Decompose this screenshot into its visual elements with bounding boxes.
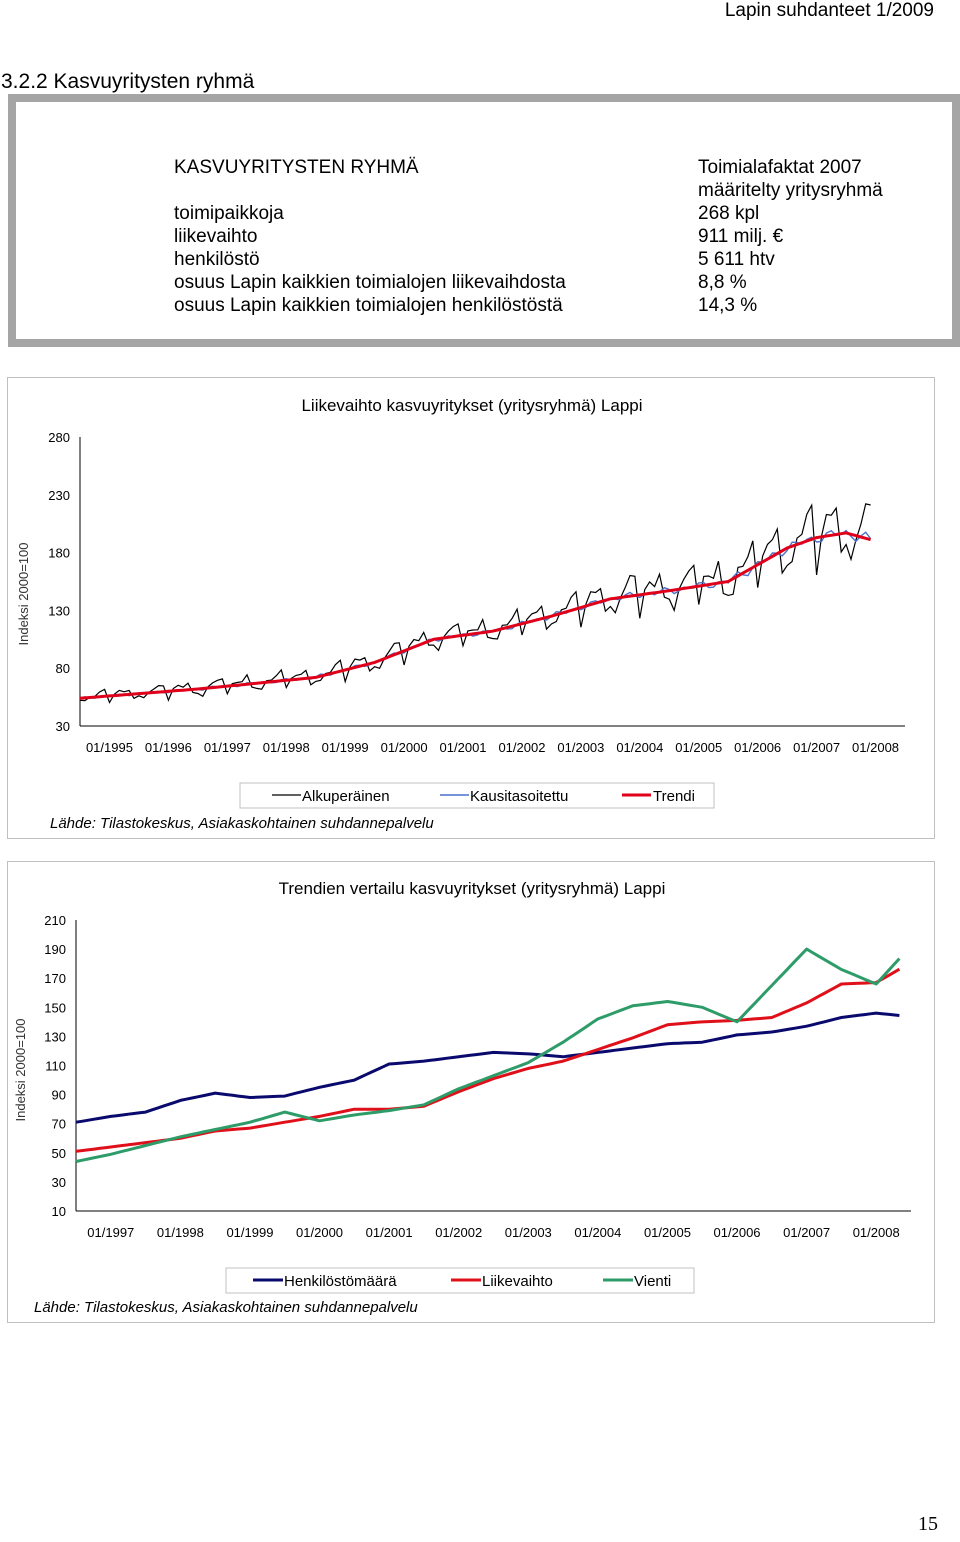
y-tick-label: 230 — [48, 487, 70, 503]
y-tick-label: 210 — [44, 913, 66, 928]
x-tick-label: 01/2003 — [557, 740, 605, 755]
x-tick-label: 01/2006 — [713, 1225, 761, 1240]
legend-label-alkuperainen: Alkuperäinen — [302, 788, 390, 805]
y-tick-label: 30 — [51, 1174, 66, 1190]
y-tick-label: 150 — [44, 1000, 66, 1016]
x-tick-label: 01/1999 — [321, 740, 369, 755]
x-tick-label: 01/2004 — [574, 1225, 622, 1240]
y-tick-label: 110 — [45, 1058, 66, 1074]
x-tick-label: 01/2005 — [675, 740, 723, 755]
chart-liikevaihto — [7, 377, 935, 839]
x-tick-label: 01/1997 — [203, 740, 251, 755]
legend-label-liikevaihto: Liikevaihto — [482, 1273, 553, 1290]
legend-label-trendi: Trendi — [653, 788, 695, 805]
fact-value: 5 611 htv — [698, 249, 775, 270]
section-title: 3.2.2 Kasvuyritysten ryhmä — [1, 70, 255, 93]
y-tick-label: 170 — [44, 971, 66, 987]
y-tick-label: 50 — [51, 1145, 66, 1161]
y-tick-label: 80 — [55, 661, 70, 677]
facts-heading-right-2: määritelty yritysryhmä — [698, 180, 883, 201]
fact-label: henkilöstö — [174, 249, 260, 270]
x-tick-label: 01/1996 — [144, 740, 192, 755]
y-tick-label: 90 — [51, 1087, 66, 1103]
y-tick-label: 30 — [55, 719, 70, 734]
x-tick-label: 01/2005 — [643, 1225, 691, 1240]
legend-label-vienti: Vienti — [634, 1273, 672, 1290]
legend-label-kausitasoitettu: Kausitasoitettu — [470, 788, 569, 805]
facts-heading-right-1: Toimialafaktat 2007 — [698, 157, 862, 178]
y-axis-label: Indeksi 2000=100 — [16, 542, 31, 646]
x-tick-label: 01/2008 — [852, 740, 900, 755]
x-tick-label: 01/2002 — [435, 1225, 483, 1240]
y-tick-label: 70 — [51, 1116, 66, 1132]
series-line-vienti — [76, 949, 899, 1161]
x-tick-label: 01/1997 — [87, 1225, 135, 1240]
chart-source: Lähde: Tilastokeskus, Asiakaskohtainen suhdannepalvelu — [34, 1299, 418, 1316]
x-tick-label: 01/2004 — [616, 740, 664, 755]
series-line-alkuperainen — [80, 504, 871, 703]
series-line-trendi — [80, 533, 871, 698]
x-tick-label: 01/2000 — [296, 1225, 344, 1240]
fact-value: 911 milj. € — [698, 226, 784, 247]
y-tick-label: 280 — [48, 430, 70, 445]
fact-label: toimipaikkoja — [174, 203, 284, 224]
fact-value: 14,3 % — [698, 295, 758, 316]
x-tick-label: 01/2003 — [504, 1225, 552, 1240]
x-tick-label: 01/2001 — [365, 1225, 413, 1240]
running-header: Lapin suhdanteet 1/2009 — [724, 0, 934, 21]
x-tick-label: 01/1998 — [262, 740, 310, 755]
fact-value: 268 kpl — [698, 203, 760, 224]
x-tick-label: 01/2002 — [498, 740, 546, 755]
x-tick-label: 01/2006 — [734, 740, 782, 755]
x-tick-label: 01/1999 — [226, 1225, 274, 1240]
y-tick-label: 10 — [51, 1204, 66, 1219]
chart-title: Trendien vertailu kasvuyritykset (yritysryhmä) Lappi — [278, 879, 666, 898]
y-tick-label: 180 — [48, 545, 70, 561]
chart-title: Liikevaihto kasvuyritykset (yritysryhmä) Lappi — [301, 396, 643, 415]
facts-box — [8, 94, 960, 347]
y-axis-label: Indeksi 2000=100 — [13, 1018, 28, 1122]
fact-value: 8,8 % — [698, 272, 747, 293]
legend-label-henkilosto: Henkilöstömäärä — [284, 1273, 397, 1290]
series-line-kausitasoitettu — [80, 531, 871, 699]
series-line-henkilostomaara — [76, 1013, 899, 1122]
x-tick-label: 01/2007 — [793, 740, 841, 755]
y-tick-label: 130 — [48, 603, 70, 619]
fact-label: osuus Lapin kaikkien toimialojen henkilöstöstä — [174, 295, 563, 316]
chart-trendien-vertailu-svg — [8, 862, 934, 1322]
x-tick-label: 01/2008 — [852, 1225, 900, 1240]
fact-label: liikevaihto — [174, 226, 258, 247]
x-tick-label: 01/2000 — [380, 740, 428, 755]
page-number: 15 — [918, 1513, 938, 1535]
x-tick-label: 01/1995 — [85, 740, 133, 755]
y-tick-label: 130 — [44, 1029, 66, 1045]
chart-source: Lähde: Tilastokeskus, Asiakaskohtainen suhdannepalvelu — [50, 815, 434, 832]
x-tick-label: 01/2001 — [439, 740, 487, 755]
x-tick-label: 01/1998 — [156, 1225, 204, 1240]
x-tick-label: 01/2007 — [783, 1225, 831, 1240]
series-line-liikevaihto — [76, 969, 899, 1151]
facts-heading-left: KASVUYRITYSTEN RYHMÄ — [174, 157, 419, 178]
chart-trendien-vertailu — [7, 861, 935, 1323]
y-tick-label: 190 — [44, 942, 66, 958]
fact-label: osuus Lapin kaikkien toimialojen liikevaihdosta — [174, 272, 566, 293]
chart-liikevaihto-svg — [8, 378, 934, 838]
